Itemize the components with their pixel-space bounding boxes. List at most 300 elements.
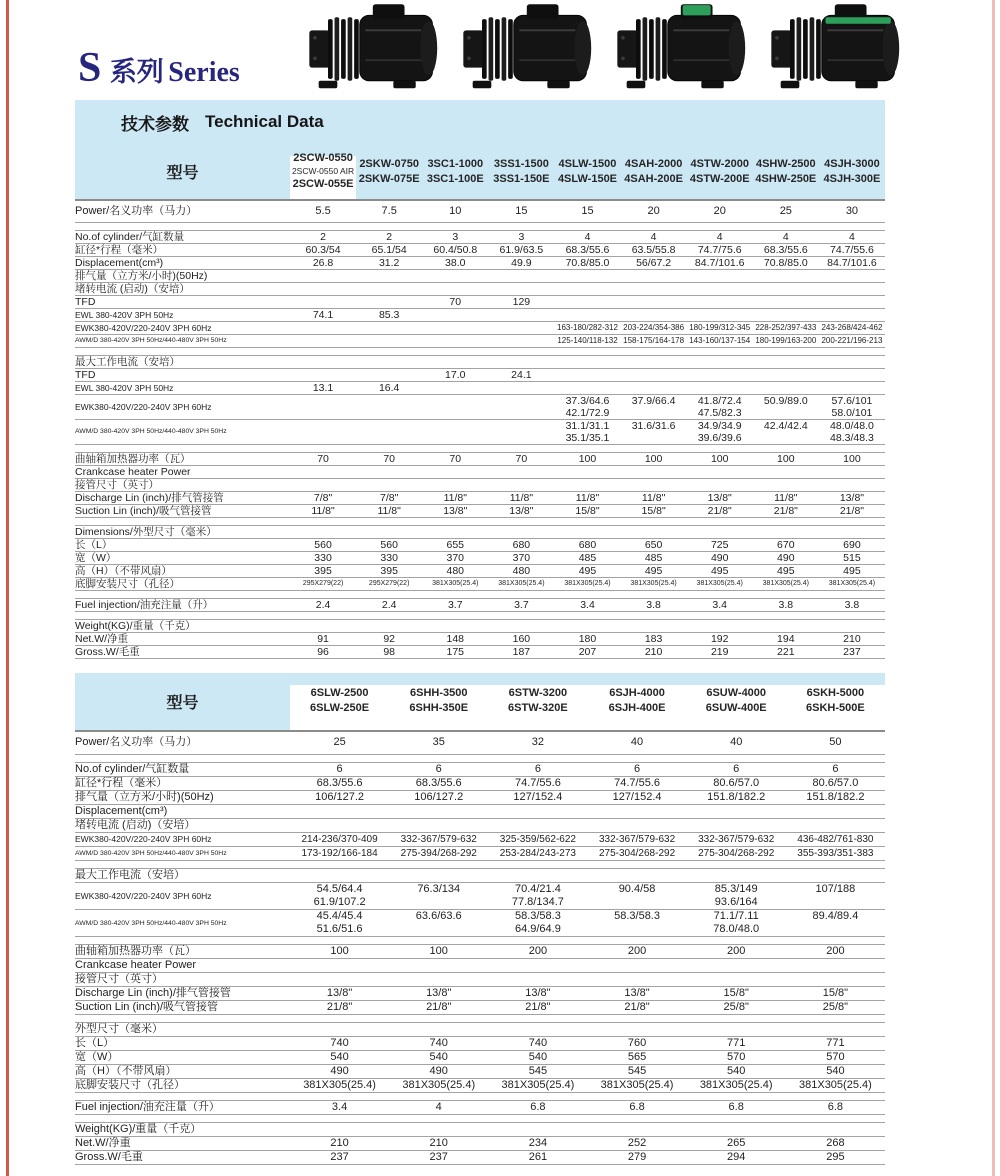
spec-value [488, 321, 554, 334]
spec-value: 13/8" [587, 987, 686, 1001]
spec-value [356, 394, 422, 419]
spacer-row [75, 1093, 885, 1101]
spec-value: 200-221/196-213 [819, 334, 885, 347]
spec-value [290, 295, 356, 308]
spec-value: 381X305(25.4) [488, 1079, 587, 1093]
table-row [75, 645, 885, 658]
spec-value: 495 [687, 564, 753, 577]
section-row [75, 819, 885, 833]
spec-value: 4 [554, 230, 620, 243]
compressor-photo-3 [608, 2, 748, 96]
spec-value: 740 [488, 1037, 587, 1051]
spec-value [554, 619, 620, 632]
spec-value [290, 1123, 389, 1137]
model-name: 6STW-3200 6STW-320E [488, 673, 587, 731]
spec-value: 221 [753, 645, 819, 658]
spec-value: 330 [290, 551, 356, 564]
technical-data-heading-cn: 技术参数 [121, 114, 189, 134]
row-label: Weight(KG)/重量（千克） [75, 1123, 290, 1137]
spec-value [422, 394, 488, 419]
row-label: 高（H）（不带风扇） [75, 564, 290, 577]
row-label: EWK380-420V/220-240V 3PH 60Hz [75, 883, 290, 910]
section-row [75, 1023, 885, 1037]
row-label: Net.W/净重 [75, 632, 290, 645]
spec-value: 175 [422, 645, 488, 658]
row-label: Displacement(cm³) [75, 805, 290, 819]
spec-value: 74.7/55.6 [819, 243, 885, 256]
spec-value [819, 308, 885, 321]
spec-value [290, 619, 356, 632]
table-row [75, 230, 885, 243]
row-label: 最大工作电流（安培） [75, 869, 290, 883]
row-label: EWL 380-420V 3PH 50Hz [75, 308, 290, 321]
spec-value [356, 368, 422, 381]
spec-value: 38.0 [422, 256, 488, 269]
spec-value [290, 959, 389, 973]
row-label: Gross.W/毛重 [75, 1151, 290, 1165]
spec-value: 13/8" [687, 491, 753, 504]
table-row [75, 381, 885, 394]
row-label: Dimensions/外型尺寸（毫米） [75, 525, 290, 538]
row-label: AWM/D 380-420V 3PH 50Hz/440-480V 3PH 50Hz [75, 419, 290, 444]
table-row [75, 368, 885, 381]
spacer-row [75, 755, 885, 763]
spec-value: 58.3/58.3 [587, 910, 686, 937]
spec-value: 100 [753, 452, 819, 465]
spec-value: 210 [819, 632, 885, 645]
spec-value [389, 1023, 488, 1037]
spec-value [422, 282, 488, 295]
spacer-cell [75, 222, 885, 230]
spec-value [389, 959, 488, 973]
page-edge-line-right [992, 0, 995, 1176]
spec-value: 100 [687, 452, 753, 465]
spec-value: 381X305(25.4) [819, 577, 885, 590]
spec-value [621, 465, 687, 478]
spec-value [554, 465, 620, 478]
table-row [75, 833, 885, 847]
spec-value: 381X305(25.4) [753, 577, 819, 590]
spacer-cell [75, 517, 885, 525]
spec-value: 21/8" [753, 504, 819, 517]
spec-value: 3.8 [621, 598, 687, 611]
row-label: AWM/D 380-420V 3PH 50Hz/440-480V 3PH 50Hz [75, 910, 290, 937]
spec-value: 70 [356, 452, 422, 465]
spec-value: 6 [587, 763, 686, 777]
spec-value: 268 [786, 1137, 885, 1151]
spec-value: 13/8" [422, 504, 488, 517]
spec-value: 680 [554, 538, 620, 551]
spec-value: 70.8/85.0 [554, 256, 620, 269]
model-name: 4STW-2000 4STW-200E [687, 144, 753, 200]
spec-value: 151.8/182.2 [786, 791, 885, 805]
spacer-row [75, 861, 885, 869]
table-row [75, 577, 885, 590]
series-letter: S [78, 45, 102, 91]
spec-value: 48.0/48.0 48.3/48.3 [819, 419, 885, 444]
spacer-cell [75, 1115, 885, 1123]
spec-value: 237 [389, 1151, 488, 1165]
spacer-row [75, 347, 885, 355]
spec-value [753, 381, 819, 394]
spec-value: 107/188 [786, 883, 885, 910]
spec-value [587, 1023, 686, 1037]
spec-value: 207 [554, 645, 620, 658]
row-label: Net.W/净重 [75, 1137, 290, 1151]
spec-value [356, 295, 422, 308]
spec-value: 26.8 [290, 256, 356, 269]
spec-value: 57.6/101 58.0/101 [819, 394, 885, 419]
spec-value [488, 381, 554, 394]
table-row [75, 308, 885, 321]
spacer-cell [75, 937, 885, 945]
row-label: Crankcase heater Power [75, 959, 290, 973]
spec-value [356, 282, 422, 295]
spec-value: 20 [687, 200, 753, 222]
table-row [75, 564, 885, 577]
spec-value: 381X305(25.4) [389, 1079, 488, 1093]
spec-value: 6.8 [488, 1101, 587, 1115]
spec-value: 253-284/243-273 [488, 847, 587, 861]
page-header [0, 0, 1000, 100]
spec-value: 151.8/182.2 [687, 791, 786, 805]
model-name: 3SS1-1500 3SS1-150E [488, 144, 554, 200]
spec-value [422, 619, 488, 632]
section-row [75, 355, 885, 368]
spacer-cell [75, 861, 885, 869]
table-row [75, 1001, 885, 1015]
spec-value: 84.7/101.6 [687, 256, 753, 269]
spec-value: 50 [786, 731, 885, 755]
spec-value: 70 [422, 452, 488, 465]
row-label: Suction Lin (inch)/吸气管接管 [75, 1001, 290, 1015]
product-photos [300, 2, 902, 96]
section-row [75, 478, 885, 491]
spec-value [290, 1023, 389, 1037]
spec-value [819, 478, 885, 491]
spec-value: 13/8" [819, 491, 885, 504]
model-name: 2SCW-0550 2SCW-0550 AIR 2SCW-055E [290, 144, 356, 200]
model-column-header-label: 型号 [75, 673, 290, 731]
spec-value [819, 619, 885, 632]
row-label: 堵转电流 (启动)（安培） [75, 819, 290, 833]
spec-value: 370 [422, 551, 488, 564]
spec-value: 540 [488, 1051, 587, 1065]
row-label: EWK380-420V/220-240V 3PH 60Hz [75, 394, 290, 419]
spec-value [587, 1123, 686, 1137]
spec-value [621, 355, 687, 368]
spec-value: 565 [587, 1051, 686, 1065]
spec-value: 56/67.2 [621, 256, 687, 269]
spacer-cell [75, 1015, 885, 1023]
spec-value: 234 [488, 1137, 587, 1151]
spec-value: 13/8" [389, 987, 488, 1001]
spec-value: 5.5 [290, 200, 356, 222]
spec-value: 355-393/351-383 [786, 847, 885, 861]
model-column-header-label: 型号 [75, 144, 290, 200]
spec-value: 485 [621, 551, 687, 564]
spec-value [621, 368, 687, 381]
table-row [75, 1065, 885, 1079]
model-header-row [75, 673, 885, 731]
spec-value: 25 [753, 200, 819, 222]
spec-value: 61.9/63.5 [488, 243, 554, 256]
spec-value [290, 321, 356, 334]
row-label: 外型尺寸（毫米） [75, 1023, 290, 1037]
spec-value: 127/152.4 [488, 791, 587, 805]
spec-value: 228-252/397-433 [753, 321, 819, 334]
spec-value: 261 [488, 1151, 587, 1165]
spec-value [389, 1123, 488, 1137]
spec-value [786, 1023, 885, 1037]
spec-value: 4 [819, 230, 885, 243]
table-row [75, 256, 885, 269]
row-label: 长（L） [75, 1037, 290, 1051]
row-label: 底脚安装尺寸（孔径） [75, 1079, 290, 1093]
spec-value [687, 295, 753, 308]
spec-value: 3.4 [290, 1101, 389, 1115]
row-label: 缸径*行程（毫米） [75, 777, 290, 791]
spec-value [488, 269, 554, 282]
spec-value: 54.5/64.4 61.9/107.2 [290, 883, 389, 910]
spec-value: 200 [687, 945, 786, 959]
row-label: Suction Lin (inch)/吸气管接管 [75, 504, 290, 517]
spec-value [753, 478, 819, 491]
spec-value: 545 [587, 1065, 686, 1079]
table-row [75, 1051, 885, 1065]
spec-value [554, 308, 620, 321]
table-row [75, 1137, 885, 1151]
table-row [75, 538, 885, 551]
spec-value [488, 419, 554, 444]
spec-value [290, 805, 389, 819]
spec-value: 100 [554, 452, 620, 465]
spec-value [554, 478, 620, 491]
row-label: 曲轴箱加热器功率（瓦） [75, 452, 290, 465]
technical-data-heading-en: Technical Data [205, 112, 324, 131]
spec-value: 3.4 [687, 598, 753, 611]
spec-value: 540 [687, 1065, 786, 1079]
spec-value: 68.3/55.6 [753, 243, 819, 256]
row-label: 排气量（立方米/小时)(50Hz) [75, 269, 290, 282]
spec-value: 173-192/166-184 [290, 847, 389, 861]
spec-value: 37.3/64.6 42.1/72.9 [554, 394, 620, 419]
spec-value: 7/8" [290, 491, 356, 504]
spacer-cell [75, 1093, 885, 1101]
spec-value: 495 [554, 564, 620, 577]
spec-value [290, 478, 356, 491]
spec-value [422, 465, 488, 478]
spec-value: 294 [687, 1151, 786, 1165]
spec-value: 143-160/137-154 [687, 334, 753, 347]
row-label: 接管尺寸（英寸） [75, 478, 290, 491]
spec-value: 515 [819, 551, 885, 564]
model-name: 4SAH-2000 4SAH-200E [621, 144, 687, 200]
spec-value: 381X305(25.4) [687, 577, 753, 590]
spec-value: 30 [819, 200, 885, 222]
model-name: 6SLW-2500 6SLW-250E [290, 673, 389, 731]
spec-value: 183 [621, 632, 687, 645]
spec-value: 125-140/118-132 [554, 334, 620, 347]
table-row [75, 805, 885, 819]
spacer-row [75, 611, 885, 619]
spec-value: 31.1/31.1 35.1/35.1 [554, 419, 620, 444]
spec-value: 540 [389, 1051, 488, 1065]
spec-value [290, 525, 356, 538]
spec-value [290, 819, 389, 833]
table-row [75, 959, 885, 973]
spec-value: 436-482/761-830 [786, 833, 885, 847]
spec-value: 106/127.2 [290, 791, 389, 805]
row-label: Weight(KG)/重量（千克） [75, 619, 290, 632]
spec-value: 21/8" [389, 1001, 488, 1015]
spec-value [488, 308, 554, 321]
spec-value: 7/8" [356, 491, 422, 504]
table-row [75, 1079, 885, 1093]
spec-value: 275-304/268-292 [587, 847, 686, 861]
spec-value: 31.6/31.6 [621, 419, 687, 444]
spec-value: 15/8" [687, 987, 786, 1001]
spec-value [488, 525, 554, 538]
spec-value [687, 1023, 786, 1037]
spec-value: 40 [687, 731, 786, 755]
table-row [75, 632, 885, 645]
spec-value: 540 [786, 1065, 885, 1079]
spec-value: 98 [356, 645, 422, 658]
row-label: Discharge Lin (inch)/排气管接管 [75, 491, 290, 504]
spec-value: 210 [389, 1137, 488, 1151]
spec-value [621, 295, 687, 308]
spec-value: 4 [621, 230, 687, 243]
row-label: 底脚安装尺寸（孔径） [75, 577, 290, 590]
spec-value: 84.7/101.6 [819, 256, 885, 269]
spec-value: 37.9/66.4 [621, 394, 687, 419]
spec-value: 11/8" [488, 491, 554, 504]
spacer-cell [75, 611, 885, 619]
spec-value: 490 [753, 551, 819, 564]
row-label: Gross.W/毛重 [75, 645, 290, 658]
spec-value [290, 368, 356, 381]
spec-value: 485 [554, 551, 620, 564]
spec-value: 237 [819, 645, 885, 658]
spec-value: 3 [422, 230, 488, 243]
spec-value [389, 805, 488, 819]
row-label: EWK380-420V/220-240V 3PH 60Hz [75, 321, 290, 334]
spec-value [422, 381, 488, 394]
spec-value: 129 [488, 295, 554, 308]
table-row [75, 452, 885, 465]
spec-value: 74.1 [290, 308, 356, 321]
row-label: TFD [75, 368, 290, 381]
spec-value [753, 619, 819, 632]
spec-value: 395 [356, 564, 422, 577]
spec-value: 210 [621, 645, 687, 658]
spec-value [687, 959, 786, 973]
spec-value [488, 282, 554, 295]
spec-value: 68.3/55.6 [389, 777, 488, 791]
spec-value: 90.4/58 [587, 883, 686, 910]
spec-value: 21/8" [819, 504, 885, 517]
table-row [75, 321, 885, 334]
spec-value: 15/8" [786, 987, 885, 1001]
spec-value: 31.2 [356, 256, 422, 269]
spec-value: 2.4 [290, 598, 356, 611]
spacer-row [75, 444, 885, 452]
spec-value [356, 269, 422, 282]
spec-value: 4 [753, 230, 819, 243]
row-label: No.of cylinder/气缸数量 [75, 230, 290, 243]
row-label: 缸径*行程（毫米） [75, 243, 290, 256]
spec-value: 34.9/34.9 39.6/39.6 [687, 419, 753, 444]
row-label: EWL 380-420V 3PH 50Hz [75, 381, 290, 394]
table-row [75, 791, 885, 805]
model-header-row [75, 144, 885, 200]
spec-value: 21/8" [290, 1001, 389, 1015]
spec-value: 15 [554, 200, 620, 222]
spec-value: 275-304/268-292 [687, 847, 786, 861]
spec-value [356, 419, 422, 444]
series-name-cn: 系列 [109, 57, 164, 87]
spec-value [753, 308, 819, 321]
model-name: 4SLW-1500 4SLW-150E [554, 144, 620, 200]
spec-value [621, 478, 687, 491]
spec-value: 381X305(25.4) [786, 1079, 885, 1093]
section-row [75, 525, 885, 538]
spec-value [687, 282, 753, 295]
spec-value: 495 [753, 564, 819, 577]
spec-value: 3.8 [819, 598, 885, 611]
table-row [75, 419, 885, 444]
spec-value: 495 [819, 564, 885, 577]
spec-value: 21/8" [687, 504, 753, 517]
spec-value: 760 [587, 1037, 686, 1051]
spec-value: 25/8" [687, 1001, 786, 1015]
table-row [75, 1101, 885, 1115]
spec-value [819, 295, 885, 308]
spec-value: 11/8" [753, 491, 819, 504]
spec-value: 560 [290, 538, 356, 551]
spec-value: 40 [587, 731, 686, 755]
spec-value: 50.9/89.0 [753, 394, 819, 419]
spec-value: 89.4/89.4 [786, 910, 885, 937]
spec-value [290, 269, 356, 282]
spec-value: 650 [621, 538, 687, 551]
spec-value: 25/8" [786, 1001, 885, 1015]
spec-value: 381X305(25.4) [621, 577, 687, 590]
spec-value: 58.3/58.3 64.9/64.9 [488, 910, 587, 937]
spec-value: 100 [621, 452, 687, 465]
spec-value: 76.3/134 [389, 883, 488, 910]
technical-data-heading [75, 100, 885, 144]
section-row [75, 869, 885, 883]
spacer-row [75, 1115, 885, 1123]
spec-value [554, 525, 620, 538]
spec-value [786, 1123, 885, 1137]
spec-value: 80.6/57.0 [786, 777, 885, 791]
spec-value: 85.3/149 93.6/164 [687, 883, 786, 910]
spec-value: 490 [290, 1065, 389, 1079]
spec-value: 295X279(22) [356, 577, 422, 590]
spacer-cell [75, 755, 885, 763]
spec-value [488, 959, 587, 973]
spec-value [422, 334, 488, 347]
model-name: 6SHH-3500 6SHH-350E [389, 673, 488, 731]
row-label: AWM/D 380-420V 3PH 50Hz/440-480V 3PH 50Hz [75, 847, 290, 861]
spec-value [819, 269, 885, 282]
model-name: 6SJH-4000 6SJH-400E [587, 673, 686, 731]
spec-value: 3.7 [488, 598, 554, 611]
spec-value [554, 368, 620, 381]
